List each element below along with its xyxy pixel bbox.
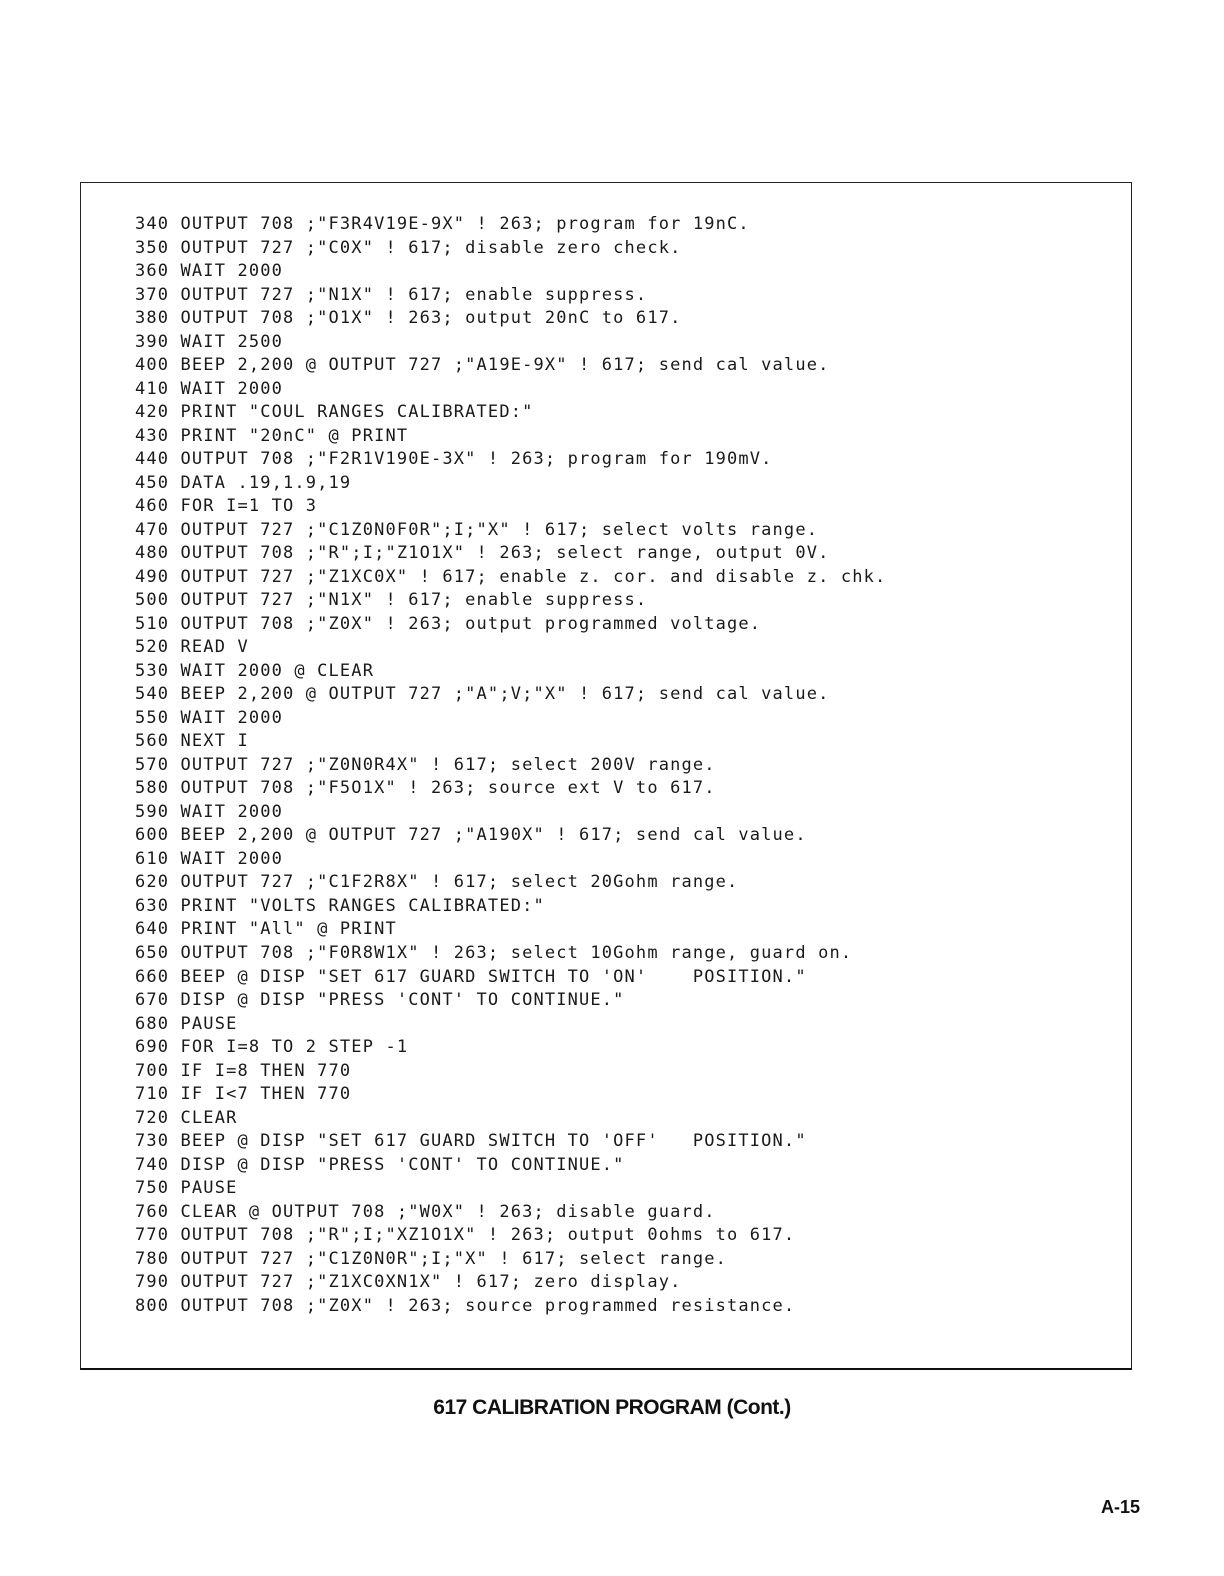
code-line: 530 WAIT 2000 @ CLEAR bbox=[135, 660, 375, 681]
code-line: 470 OUTPUT 727 ;"C1Z0N0F0R";I;"X" ! 617; select volts range. bbox=[135, 519, 819, 540]
code-line: 600 BEEP 2,200 @ OUTPUT 727 ;"A190X" ! 617; send cal value. bbox=[135, 825, 807, 846]
code-line: 670 DISP @ DISP "PRESS 'CONT' TO CONTINUE." bbox=[135, 990, 625, 1011]
program-listing-frame bbox=[80, 182, 1132, 1370]
code-line: 540 BEEP 2,200 @ OUTPUT 727 ;"A";V;"X" ! 617; send cal value. bbox=[135, 684, 830, 705]
code-line: 750 PAUSE bbox=[135, 1178, 238, 1199]
code-line: 710 IF I<7 THEN 770 bbox=[135, 1084, 352, 1105]
code-line: 370 OUTPUT 727 ;"N1X" ! 617; enable suppress. bbox=[135, 284, 648, 305]
code-line: 420 PRINT "COUL RANGES CALIBRATED:" bbox=[135, 402, 534, 423]
code-line: 770 OUTPUT 708 ;"R";I;"XZ1O1X" ! 263; output 0ohms to 617. bbox=[135, 1225, 796, 1246]
code-line: 490 OUTPUT 727 ;"Z1XC0X" ! 617; enable z. cor. and disable z. chk. bbox=[135, 566, 887, 587]
code-line: 790 OUTPUT 727 ;"Z1XC0XN1X" ! 617; zero display. bbox=[135, 1272, 682, 1293]
code-line: 560 NEXT I bbox=[135, 731, 249, 752]
code-line: 340 OUTPUT 708 ;"F3R4V19E-9X" ! 263; program for 19nC. bbox=[135, 214, 750, 234]
code-line: 590 WAIT 2000 bbox=[135, 801, 284, 822]
code-line: 400 BEEP 2,200 @ OUTPUT 727 ;"A19E-9X" ! 617; send cal value. bbox=[135, 355, 830, 376]
code-line: 520 READ V bbox=[135, 637, 249, 658]
code-line: 380 OUTPUT 708 ;"O1X" ! 263; output 20nC to 617. bbox=[135, 308, 682, 329]
code-line: 440 OUTPUT 708 ;"F2R1V190E-3X" ! 263; program for 190mV. bbox=[135, 449, 773, 470]
code-line: 390 WAIT 2500 bbox=[135, 331, 284, 352]
code-line: 610 WAIT 2000 bbox=[135, 848, 284, 869]
code-line: 450 DATA .19,1.9,19 bbox=[135, 472, 352, 493]
code-line: 700 IF I=8 THEN 770 bbox=[135, 1060, 352, 1081]
code-line: 740 DISP @ DISP "PRESS 'CONT' TO CONTINUE." bbox=[135, 1154, 625, 1175]
code-line: 760 CLEAR @ OUTPUT 708 ;"W0X" ! 263; disable guard. bbox=[135, 1201, 716, 1222]
code-line: 650 OUTPUT 708 ;"F0R8W1X" ! 263; select 10Gohm range, guard on. bbox=[135, 942, 853, 963]
code-line: 480 OUTPUT 708 ;"R";I;"Z1O1X" ! 263; select range, output 0V. bbox=[135, 543, 830, 564]
code-line: 660 BEEP @ DISP "SET 617 GUARD SWITCH TO 'ON' POSITION." bbox=[135, 966, 807, 987]
code-line: 570 OUTPUT 727 ;"Z0N0R4X" ! 617; select 200V range. bbox=[135, 754, 716, 775]
code-line: 680 PAUSE bbox=[135, 1013, 238, 1034]
code-line: 460 FOR I=1 TO 3 bbox=[135, 496, 318, 517]
code-line: 410 WAIT 2000 bbox=[135, 378, 284, 399]
code-line: 720 CLEAR bbox=[135, 1107, 238, 1128]
page-number: A-15 bbox=[1100, 1497, 1140, 1517]
code-line: 800 OUTPUT 708 ;"Z0X" ! 263; source programmed resistance. bbox=[135, 1295, 796, 1316]
code-line: 730 BEEP @ DISP "SET 617 GUARD SWITCH TO 'OFF' POSITION." bbox=[135, 1131, 807, 1152]
code-line: 350 OUTPUT 727 ;"C0X" ! 617; disable zero check. bbox=[135, 237, 682, 258]
code-line: 550 WAIT 2000 bbox=[135, 707, 284, 728]
code-line: 360 WAIT 2000 bbox=[135, 261, 284, 282]
code-line: 640 PRINT "All" @ PRINT bbox=[135, 919, 397, 940]
program-listing bbox=[135, 213, 886, 1318]
code-line: 690 FOR I=8 TO 2 STEP -1 bbox=[135, 1037, 409, 1058]
code-line: 620 OUTPUT 727 ;"C1F2R8X" ! 617; select 20Gohm range. bbox=[135, 872, 739, 893]
figure-caption: 617 CALIBRATION PROGRAM (Cont.) bbox=[433, 1396, 791, 1419]
code-line: 580 OUTPUT 708 ;"F5O1X" ! 263; source ext V to 617. bbox=[135, 778, 716, 799]
code-line: 630 PRINT "VOLTS RANGES CALIBRATED:" bbox=[135, 895, 545, 916]
code-line: 430 PRINT "20nC" @ PRINT bbox=[135, 425, 409, 446]
code-line: 780 OUTPUT 727 ;"C1Z0N0R";I;"X" ! 617; select range. bbox=[135, 1248, 728, 1269]
code-line: 510 OUTPUT 708 ;"Z0X" ! 263; output programmed voltage. bbox=[135, 613, 762, 634]
code-line: 500 OUTPUT 727 ;"N1X" ! 617; enable suppress. bbox=[135, 590, 648, 611]
